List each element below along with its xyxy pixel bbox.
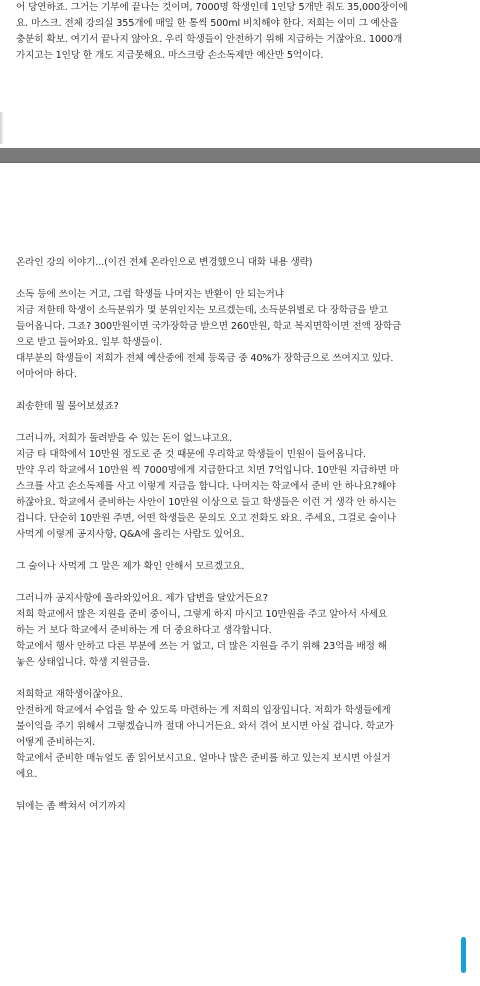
top-text-block [16,0,454,64]
text-line: 충분히 확보. 여기서 끝나지 않아요. 우리 학생들이 안전하기 위해 지급하는 거잖아요. 1000개 [16,34,403,45]
blank-line [16,543,454,559]
text-line: 놓은 상태입니다. 학생 지원금을. [16,657,150,668]
blank-line [16,783,454,799]
text-line: 하는 거 보다 학교에서 준비하는 게 더 중요하다고 생각합니다. [16,625,272,636]
page-separator [0,148,480,163]
text-line: 하잖아요. 학교에서 준비하는 사안이 10만원 이상으로 들고 학생들은 이런 거 생각 안 하시는 [16,497,397,508]
text-line: 어떻게 준비하는지. [16,737,96,748]
left-edge-shadow [0,112,4,144]
page-top [0,0,480,148]
blank-line [16,271,454,287]
text-line: 으로 받고 들어와요. 일부 학생들이. [16,337,163,348]
text-line: 겁니다. 단순히 10만원 주면, 어떤 학생들은 문의도 오고 전화도 와요. 주세요, 그걸로 술이나 [16,513,397,524]
text-line: 어마어마 하다. [16,369,77,380]
text-line: 사먹게 이렇게 공지사항, Q&A에 올리는 사람도 있어요. [16,529,245,540]
blank-line [16,671,454,687]
text-line: 학교에서 행사 안하고 다른 부분에 쓰는 거 없고, 더 많은 지원을 주기 위해 23억을 배정 해 [16,641,387,652]
text-line: 지금 저한테 학생이 소득분위가 몇 분위인지는 모르겠는데, 소득분위별로 다 장학금을 받고 [16,305,388,316]
text-line: 저희학교 재학생이잖아요. [16,689,123,700]
text-line: 온라인 강의 이야기...(이건 전체 온라인으로 변경했으니 대화 내용 생략) [16,257,313,268]
text-line: 그 술이나 사먹게 그 말은 제가 확인 안해서 모르겠고요. [16,561,245,572]
text-line: 뒤에는 좀 빡쳐서 여기까지 [16,801,126,812]
text-line: 대부분의 학생들이 저희가 전체 예산중에 전체 등록금 중 40%가 장학금으로 쓰여지고 있다. [16,353,394,364]
text-line: 학교에서 준비한 매뉴얼도 좀 읽어보시고요. 얼마나 많은 준비를 하고 있는지 보시면 아실거 [16,753,391,764]
text-line: 만약 우리 학교에서 10만원 씩 7000명에게 지급한다고 치면 7억입니다. 10만원 지급하면 마 [16,465,399,476]
text-line: 불이익을 주기 위해서 그렇겠습니까 절대 아니거든요. 와서 겪어 보시면 아실 겁니다. 학교가 [16,721,394,732]
text-line: 저희 학교에서 많은 지원을 준비 중이니, 그렇게 하지 마시고 10만원을 주고 알아서 사세요 [16,609,388,620]
text-line: 에요. [16,769,38,780]
text-line: 들어옵니다. 그죠? 300만원이면 국가장학금 받으면 260만원, 학교 복지면학이면 전액 장학금 [16,321,402,332]
text-line: 안전하게 학교에서 수업을 할 수 있도록 마련하는 게 저희의 입장입니다. 저희가 학생들에게 [16,705,391,716]
blank-line [16,415,454,431]
blank-line [16,575,454,591]
text-line: 그러니까 공지사항에 올라와있어요. 제가 답변을 달았거든요? [16,593,268,604]
text-line: 어 당연하죠. 그거는 기부에 끝나는 것이며, 7000명 학생인데 1인당 5개만 줘도 35,000장이에 [16,2,408,13]
text-line: 요. 마스크. 전체 강의실 355개에 매일 한 통씩 500ml 비치해야 한다. 저희는 이미 그 예산을 [16,18,399,29]
text-line: 가지고는 1인당 한 개도 지급못해요. 마스크랑 손소독제만 예산만 5억이다. [16,50,324,61]
text-line: 죄송한데 뭘 물어보셨죠? [16,401,119,412]
text-line: 소독 등에 쓰이는 거고, 그럼 학생들 나머지는 반환이 안 되는거냐 [16,289,284,300]
scrollbar-thumb[interactable] [461,937,466,973]
text-line: 스크를 사고 손소독제를 사고 이렇게 지급을 합니다. 나머지는 학교에서 준비 안 하나요?해야 [16,481,396,492]
main-text-block [16,255,454,815]
text-line: 그러니까, 저희가 돌려받을 수 있는 돈이 없느냐고요. [16,433,233,444]
blank-line [16,383,454,399]
text-line: 지금 타 대학에서 10만원 정도로 준 것 때문에 우리학교 학생들이 민원이 들어옵니다. [16,449,366,460]
